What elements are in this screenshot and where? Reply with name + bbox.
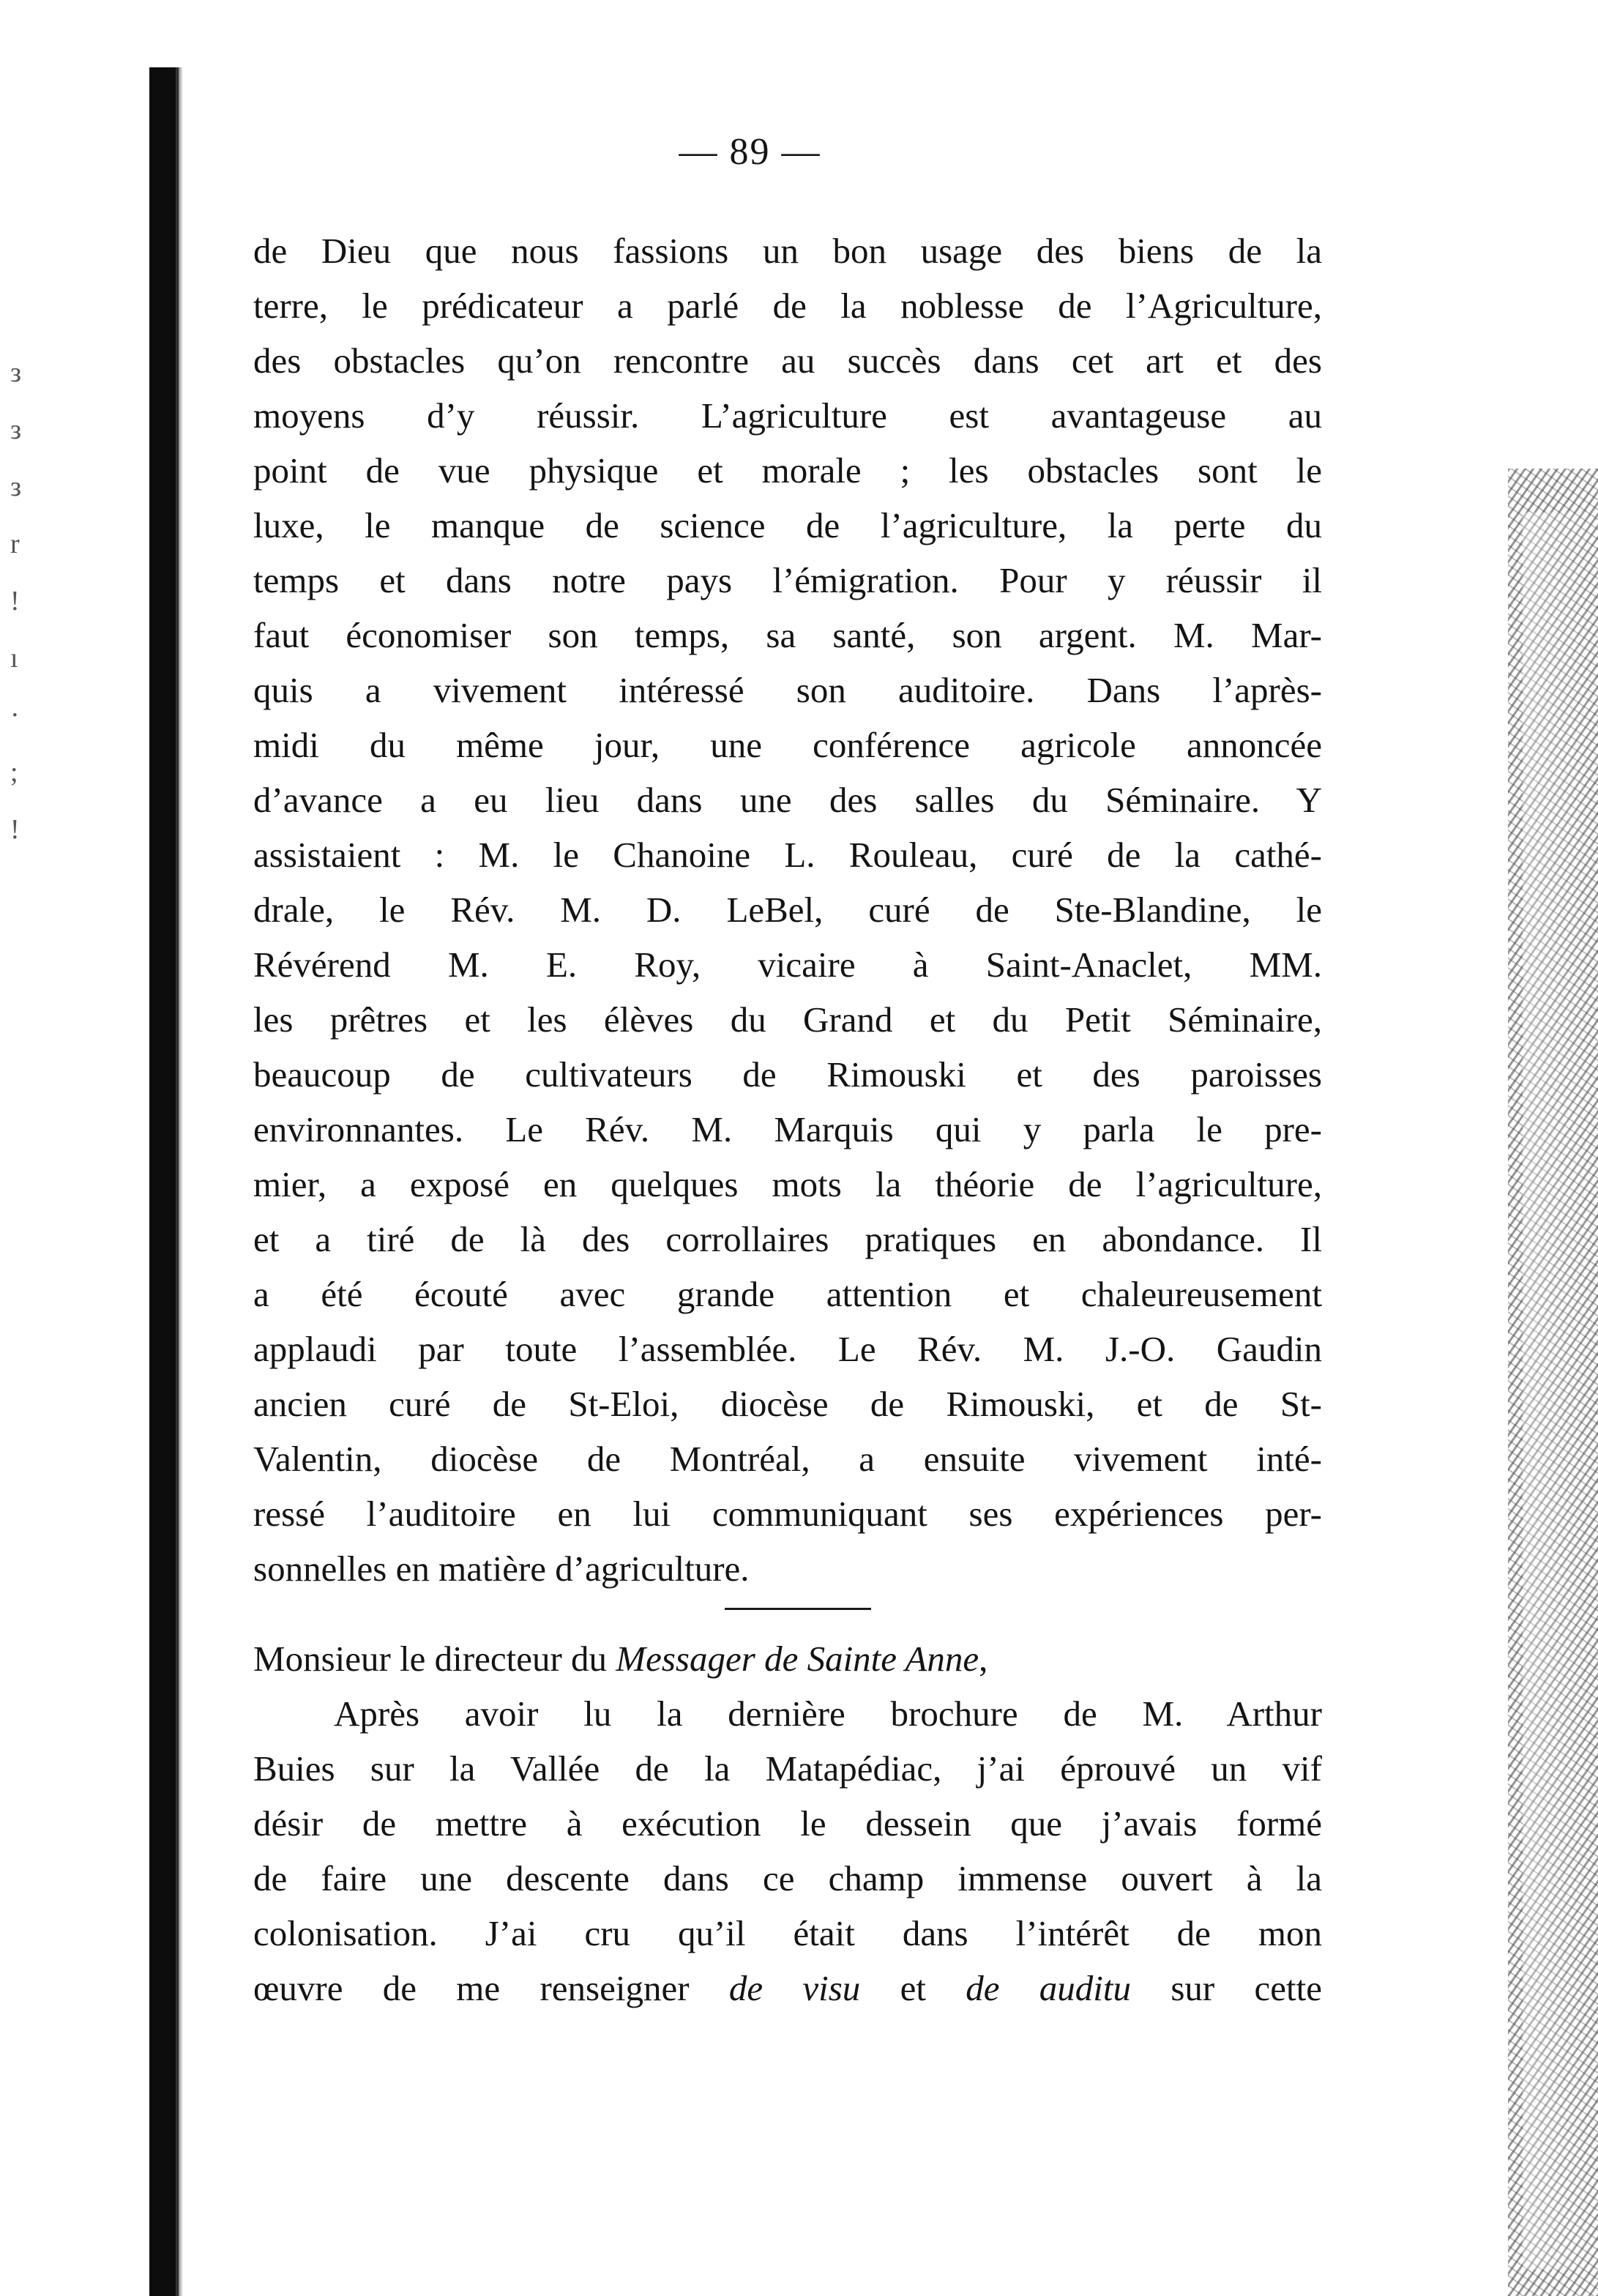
text-line: Buies sur la Vallée de la Matapédiac, j’ai éprouvé un vif	[253, 1748, 1322, 1789]
text-line: d’avance a eu lieu dans une des salles du Séminaire. Y	[253, 780, 1322, 820]
page-edge-fade	[1523, 512, 1598, 2270]
text-line: de faire une descente dans ce champ immense ouvert à la	[253, 1858, 1322, 1898]
latin-phrase: de auditu	[966, 1968, 1132, 2008]
text-fragment: sur cette	[1131, 1968, 1322, 2008]
text-line: terre, le prédicateur a parlé de la noblesse de l’Agriculture,	[253, 286, 1322, 326]
text-line: les prêtres et les élèves du Grand et du Petit Séminaire,	[253, 999, 1322, 1040]
text-line: ancien curé de St-Eloi, diocèse de Rimouski, et de St-	[253, 1384, 1322, 1424]
margin-mark: r	[10, 529, 20, 559]
margin-mark: ı	[10, 643, 18, 674]
text-line: ressé l’auditoire en lui communiquant ses expériences per-	[253, 1494, 1322, 1534]
salutation-prefix: Monsieur le directeur du	[253, 1639, 616, 1679]
margin-mark: з	[10, 357, 22, 388]
text-fragment: œuvre de me renseigner	[253, 1968, 729, 2008]
text-line: temps et dans notre pays l’émigration. Pour y réussir il	[253, 560, 1322, 600]
text-line: point de vue physique et morale ; les obstacles sont le	[253, 450, 1322, 491]
text-line: Valentin, diocèse de Montréal, a ensuite vivement inté-	[253, 1439, 1322, 1479]
margin-mark: !	[10, 586, 20, 616]
page-number: — 89 —	[679, 131, 821, 173]
text-line: sonnelles en matière d’agriculture.	[253, 1548, 750, 1589]
margin-mark: з	[10, 471, 22, 502]
binding-shadow	[149, 67, 179, 2296]
text-line: des obstacles qu’on rencontre au succès dans cet art et des	[253, 340, 1322, 381]
report-paragraph	[253, 223, 1322, 1596]
text-line: environnantes. Le Rév. M. Marquis qui y parla le pre-	[253, 1109, 1322, 1149]
section-divider	[725, 1608, 871, 1610]
text-line: beaucoup de cultivateurs de Rimouski et des paroisses	[253, 1054, 1322, 1095]
text-line: mier, a exposé en quelques mots la théorie de l’agriculture,	[253, 1164, 1322, 1204]
margin-mark: з	[10, 414, 22, 445]
text-line: moyens d’y réussir. L’agriculture est avantageuse au	[253, 395, 1322, 436]
text-line: et a tiré de là des corrollaires pratiques en abondance. Il	[253, 1219, 1322, 1259]
text-line: désir de mettre à exécution le dessein que j’avais formé	[253, 1803, 1322, 1844]
text-line: a été écouté avec grande attention et chaleureusement	[253, 1274, 1322, 1314]
text-line-final	[253, 1961, 1322, 2016]
text-line: de Dieu que nous fassions un bon usage des biens de la	[253, 231, 1322, 271]
text-line: assistaient : M. le Chanoine L. Rouleau, curé de la cathé-	[253, 835, 1322, 875]
text-line: faut économiser son temps, sa santé, son argent. M. Mar-	[253, 615, 1322, 655]
letter	[253, 1631, 1322, 2016]
text-line: applaudi par toute l’assemblée. Le Rév. M. J.-O. Gaudin	[253, 1329, 1322, 1369]
letter-salutation	[253, 1631, 1322, 1686]
text-fragment: et	[860, 1968, 966, 2008]
salutation-suffix: ,	[979, 1639, 988, 1679]
journal-title: Messager de Sainte Anne	[616, 1639, 979, 1679]
text-line: Après avoir lu la dernière brochure de M. Arthur	[334, 1693, 1322, 1734]
text-line: drale, le Rév. M. D. LeBel, curé de Ste-Blandine, le	[253, 890, 1322, 930]
margin-mark: ;	[10, 757, 18, 788]
latin-phrase: de visu	[728, 1968, 861, 2008]
margin-mark: ·	[10, 700, 20, 731]
text-line: quis a vivement intéressé son auditoire. Dans l’après-	[253, 670, 1322, 710]
margin-mark: !	[10, 814, 20, 845]
left-margin-marks	[10, 344, 40, 858]
text-line: Révérend M. E. Roy, vicaire à Saint-Anaclet, MM.	[253, 944, 1322, 985]
text-line: luxe, le manque de science de l’agriculture, la perte du	[253, 505, 1322, 545]
text-line: midi du même jour, une conférence agricole annoncée	[253, 725, 1322, 765]
text-line: colonisation. J’ai cru qu’il était dans l’intérêt de mon	[253, 1913, 1322, 1953]
